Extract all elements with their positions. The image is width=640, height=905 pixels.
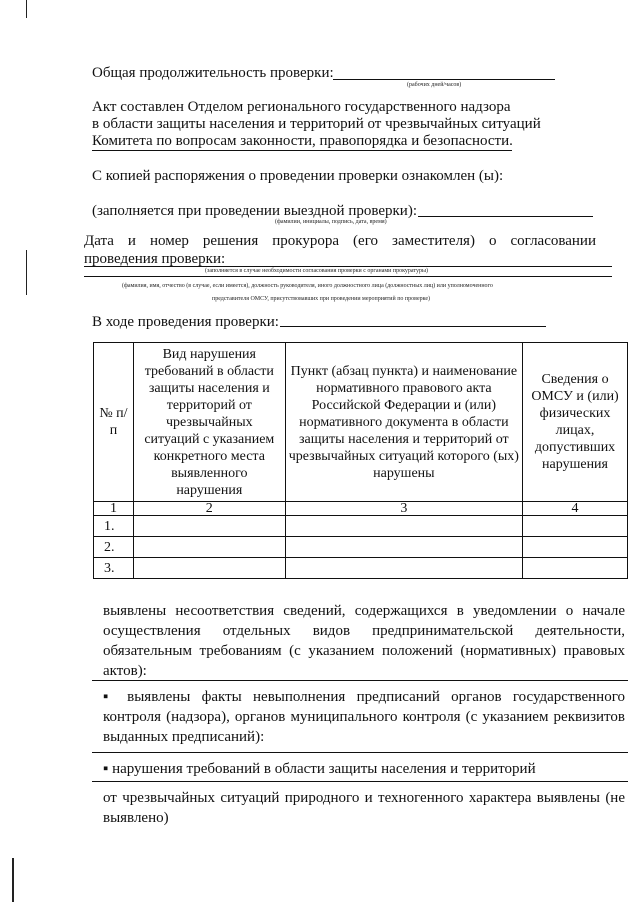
column-number: 1 <box>94 502 134 516</box>
prosecutor-line-1: Дата и номер решения прокурора (его заместителя) о согласовании <box>84 233 596 249</box>
prosecutor-fill-line <box>84 266 612 267</box>
row-number: 1. <box>94 516 134 537</box>
persons-note-line-2: представителя ОМСУ, присутствовавших при проведении мероприятий по проверке) <box>212 296 431 302</box>
table-cell <box>133 516 285 537</box>
table-row <box>94 558 628 579</box>
table-header-row <box>94 343 628 502</box>
act-line-2: в области защиты населения и территорий от чрезвычайных ситуаций <box>92 116 541 132</box>
header-number: № п/п <box>94 343 134 502</box>
violations-table <box>93 342 628 579</box>
scan-edge-mark <box>26 0 27 18</box>
duration-label: Общая продолжительность проверки: <box>92 65 334 81</box>
table-cell <box>523 558 628 579</box>
violations-continuation: от чрезвычайных ситуаций природного и техногенного характера выявлены (не выявлено) <box>103 790 625 826</box>
prosecutor-note: (заполняется в случае необходимости согласования проверки с органами прокуратуры) <box>205 268 428 274</box>
table-cell <box>133 558 285 579</box>
table-row <box>94 537 628 558</box>
column-number: 3 <box>285 502 522 516</box>
column-number: 4 <box>523 502 628 516</box>
table-cell <box>133 537 285 558</box>
scan-edge-mark <box>12 858 14 902</box>
violations-label: ▪ нарушения требований в области защиты населения и территорий <box>103 761 536 777</box>
onsite-fill-line <box>418 216 593 217</box>
act-underline <box>92 150 512 151</box>
during-fill-line <box>280 326 546 327</box>
row-number: 2. <box>94 537 134 558</box>
act-line-3: Комитета по вопросам законности, правопорядка и безопасности. <box>92 133 513 149</box>
onsite-note: (фамилии, инициалы, подпись, дата, время) <box>275 219 387 225</box>
table-cell <box>523 537 628 558</box>
mismatch-fill-line <box>92 680 628 681</box>
table-row <box>94 516 628 537</box>
header-legal-act: Пункт (абзац пункта) и наименование нормативного правового акта Российской Федерации и (или) нормативного документа в области защиты населения и территорий от чрезвычайных ситуаций которого (ых) нарушены <box>285 343 522 502</box>
orders-paragraph: ▪ выявлены факты невыполнения предписаний органов государственного контроля (надзора), органов муниципального контроля (с указанием реквизитов выданных предписаний): <box>103 689 625 745</box>
table-column-numbers <box>94 502 628 516</box>
table-cell <box>285 516 522 537</box>
header-offenders: Сведения о ОМСУ и (или) физических лицах, допустивших нарушения <box>523 343 628 502</box>
mismatch-paragraph: выявлены несоответствия сведений, содержащихся в уведомлении о начале осуществления отдельных видов предпринимательской деятельности, обязательным требованиям (с указанием положений (нормативных) правовых актов): <box>103 603 625 679</box>
persons-note-line-1: (фамилия, имя, отчество (в случае, если имеется), должность руководителя, иного должностного лица (должностных лиц) или уполномоченного <box>122 283 493 289</box>
duration-fill-line <box>333 79 555 80</box>
persons-fill-line <box>84 276 612 277</box>
duration-note: (рабочих дней/часов) <box>407 82 462 88</box>
table-cell <box>285 558 522 579</box>
orders-fill-line <box>92 752 628 753</box>
table-cell <box>285 537 522 558</box>
header-violation-type: Вид нарушения требований в области защиты населения и территорий от чрезвычайных ситуаций с указанием конкретного места выявленного нарушения <box>133 343 285 502</box>
prosecutor-line-2: проведения проверки: <box>84 251 226 267</box>
act-line-1: Акт составлен Отделом регионального государственного надзора <box>92 99 511 115</box>
column-number: 2 <box>133 502 285 516</box>
table-cell <box>523 516 628 537</box>
violations-fill-line <box>92 781 628 782</box>
row-number: 3. <box>94 558 134 579</box>
copy-ack-label: С копией распоряжения о проведении проверки ознакомлен (ы): <box>92 168 504 184</box>
during-label: В ходе проведения проверки: <box>92 314 279 330</box>
onsite-label: (заполняется при проведении выездной проверки): <box>92 203 417 219</box>
scan-edge-mark <box>26 250 27 295</box>
